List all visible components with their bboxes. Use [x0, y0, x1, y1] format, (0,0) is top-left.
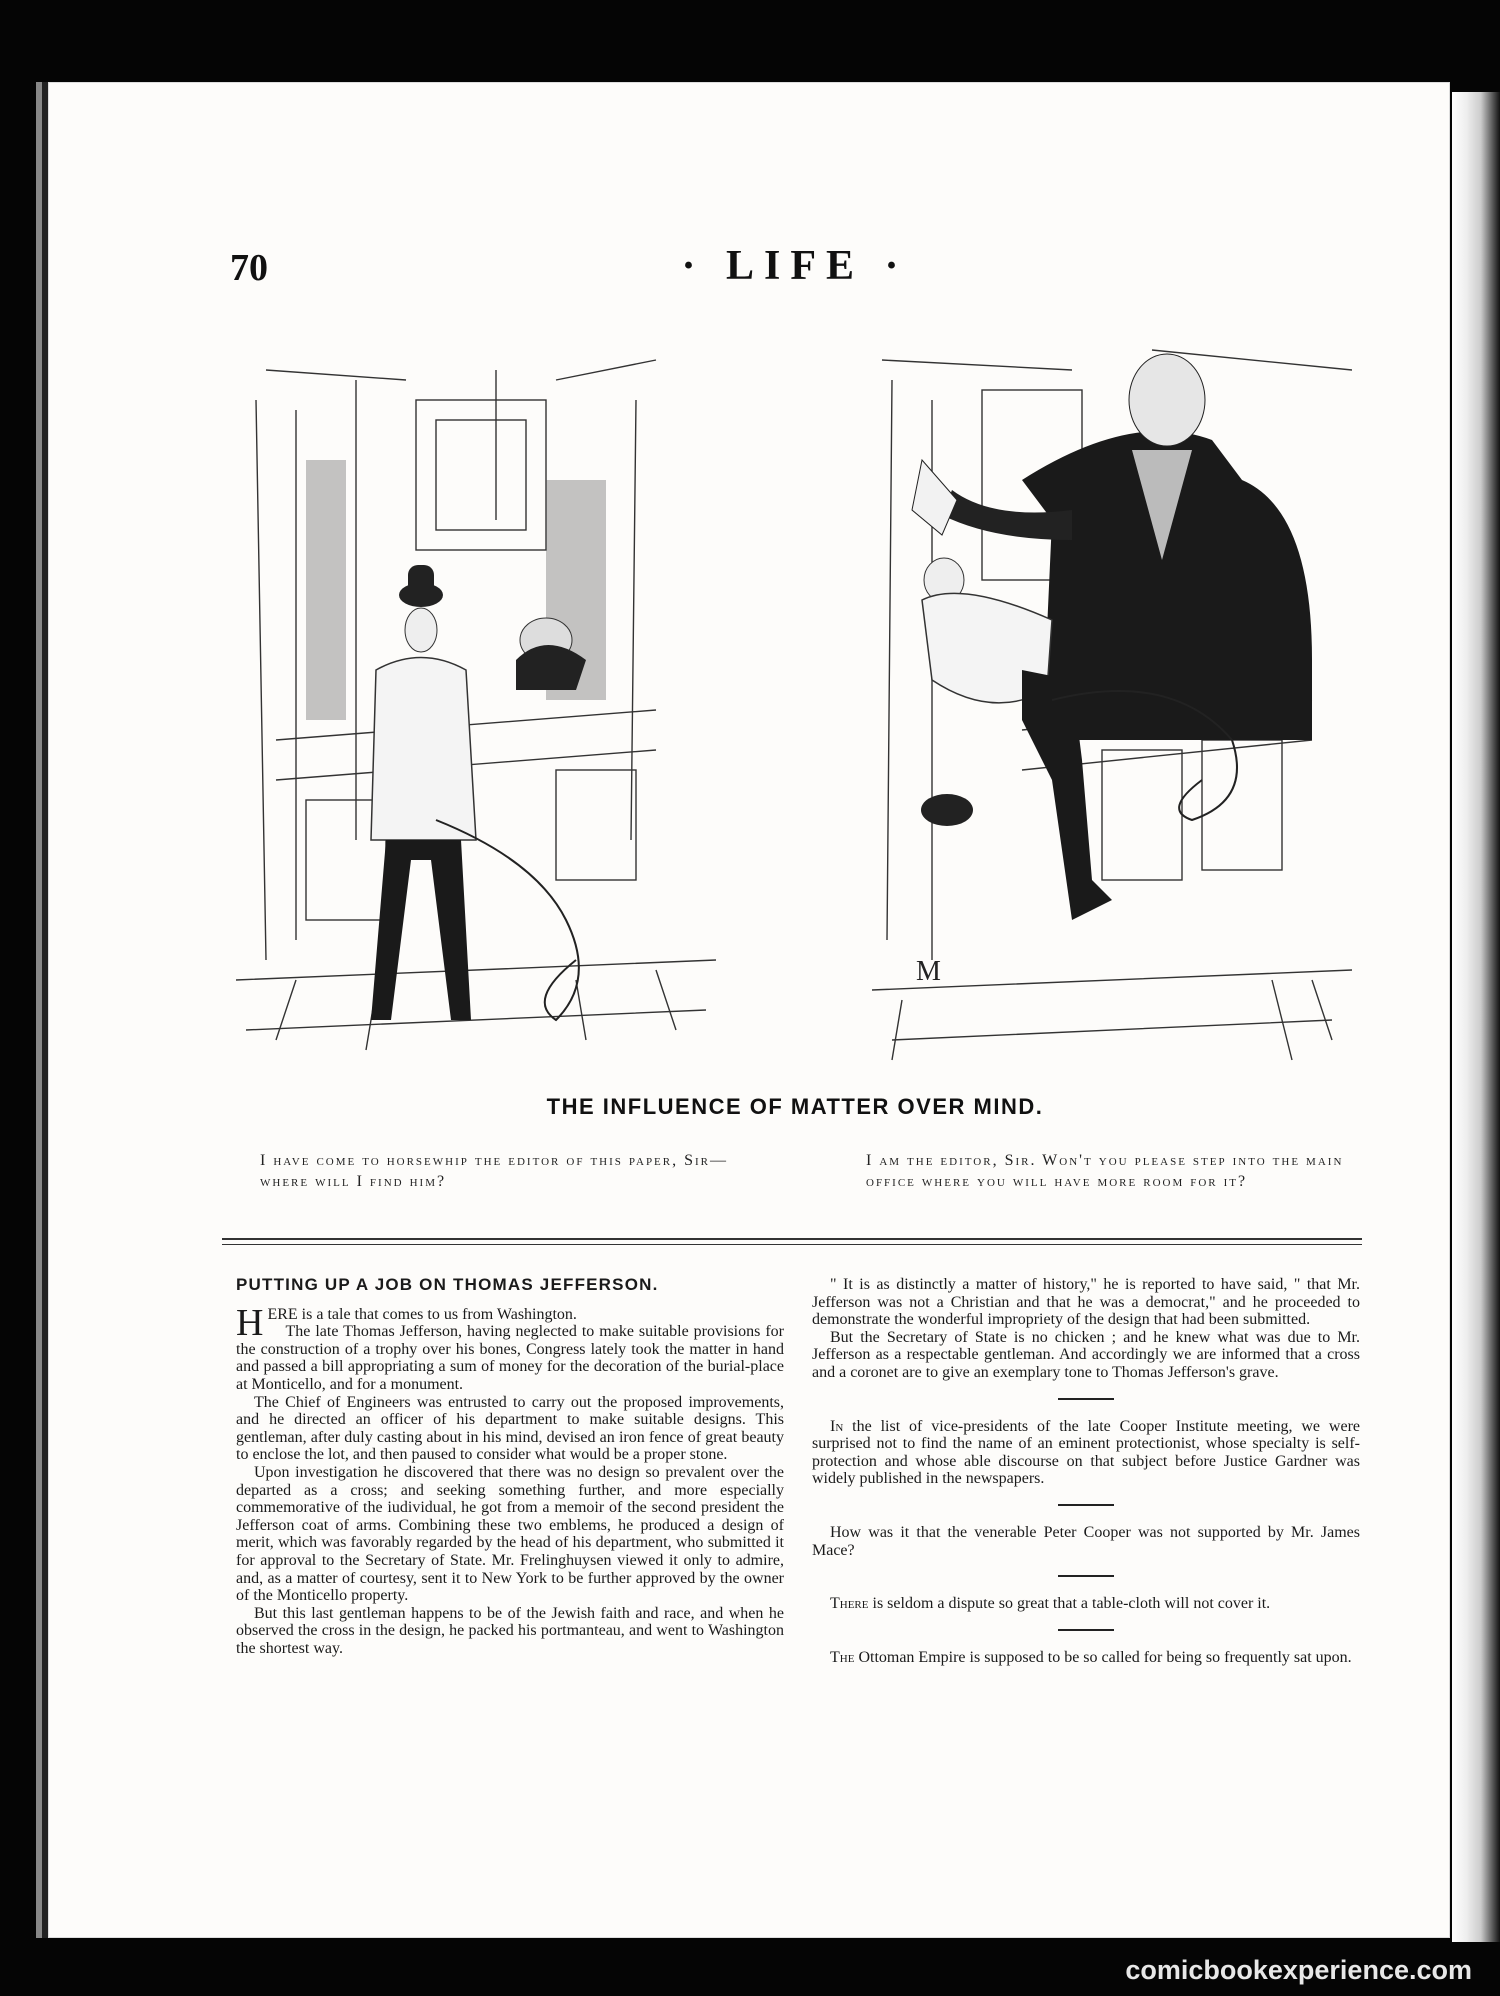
section-rule-top [222, 1238, 1362, 1240]
paragrapher-item [812, 1418, 1360, 1488]
next-page-edge [1452, 92, 1500, 1942]
article-headline: PUTTING UP A JOB ON THOMAS JEFFERSON. [236, 1275, 659, 1294]
cartoon-title: THE INFLUENCE OF MATTER OVER MIND. [546, 1094, 1044, 1119]
article-paragraph: The late Thomas Jefferson, having neglected to make suitable provisions for the construction of a trophy over his bones, Congress lately took the matter in hand and passed a bill appropriating a sum of money for the decoration of the burial-place at Monticello, and for a monument. [236, 1323, 784, 1393]
illustration-right [872, 340, 1352, 1080]
item-lead-word: The [830, 1648, 855, 1666]
caption-right-text: I am the editor, Sir. Won't you please step into the main office where you will have more room for it? [866, 1152, 1344, 1190]
item-separator [1058, 1575, 1114, 1577]
article-paragraph: But this last gentleman happens to be of the Jewish faith and race, and when he observed the cross in the design, he packed his portmanteau, and went to Washington the shortest way. [236, 1604, 784, 1657]
article-continuation: " It is as distinctly a matter of history," he is reported to have said, " that Mr. Jefferson was not a Christian and that he was a democrat," and he proceeded to demonstrate the wonderful impropriety of the design that had been submitted. [812, 1276, 1360, 1329]
page-number: 70 [230, 247, 268, 289]
article-right-column [812, 1276, 1360, 1666]
magazine-title: · LIFE · [681, 243, 909, 289]
article-first-line: ERE is a tale that comes to us from Washington. [267, 1305, 577, 1323]
drop-cap: H [236, 1301, 264, 1344]
article-paragraph: Upon investigation he discovered that there was no design so prevalent over the departed as a cross; and seeking something further, and more especially commemorative of the iudividual, he got from a memoir of the second president the Jefferson coat of arms. Combining these two emblems, he produced a design of merit, which was favorably regarded by the head of his department, who submitted it for approval to the Secretary of State. Mr. Frelinghuysen viewed it only to admire, and, as a matter of courtesy, sent it to New York to be further approved by the owner of the Monticello property. [236, 1463, 784, 1605]
illustration-left-drawing [236, 340, 716, 1080]
item-text: the list of vice-presidents of the late Cooper Institute meeting, we were surprised not to find the name of an eminent protectionist, whose specialty is self-protection and whose able discourse on that subject before Justice Gardner was widely published in the newspapers. [812, 1417, 1360, 1488]
item-lead-word: There [830, 1595, 869, 1613]
item-text: How was it that the venerable Peter Cooper was not supported by Mr. James Mace? [812, 1523, 1360, 1559]
item-text: is seldom a dispute so great that a table-cloth will not cover it. [868, 1595, 1271, 1613]
item-separator [1058, 1504, 1114, 1506]
watermark: comicbookexperience.com [1125, 1955, 1472, 1985]
item-lead-word: In [830, 1417, 844, 1435]
item-separator [1058, 1629, 1114, 1631]
paragrapher-item [812, 1524, 1360, 1559]
artist-signature: M [916, 956, 941, 987]
item-text: Ottoman Empire is supposed to be so called for being so frequently sat upon. [854, 1648, 1352, 1666]
item-separator [1058, 1398, 1114, 1400]
article-continuation: But the Secretary of State is no chicken ; and he knew what was due to Mr. Jefferson as a respectable gentleman. And accordingly we are informed that a cross and a coronet are to give an exemplary tone to Thomas Jefferson's grave. [812, 1328, 1360, 1381]
caption-left-text: I have come to horsewhip the editor of this paper, Sir—where will I find him? [260, 1152, 729, 1190]
paragrapher-item [812, 1595, 1360, 1613]
page-header [230, 243, 1360, 296]
article-paragraph: The Chief of Engineers was entrusted to carry out the proposed improvements, and he directed an officer of his department to make suitable designs. This gentleman, after duly casting about in his mind, devised an iron fence of great beauty to enclose the lot, and then paused to consider what would be a proper stone. [236, 1393, 784, 1464]
paragrapher-item [812, 1649, 1360, 1667]
caption-left [236, 1150, 760, 1192]
article-left-column [236, 1276, 784, 1657]
caption-right [866, 1150, 1366, 1192]
section-rule-bottom [222, 1244, 1362, 1245]
illustration-left [236, 340, 716, 1080]
article-first-paragraph [236, 1301, 784, 1344]
illustration-right-drawing [872, 340, 1352, 1080]
